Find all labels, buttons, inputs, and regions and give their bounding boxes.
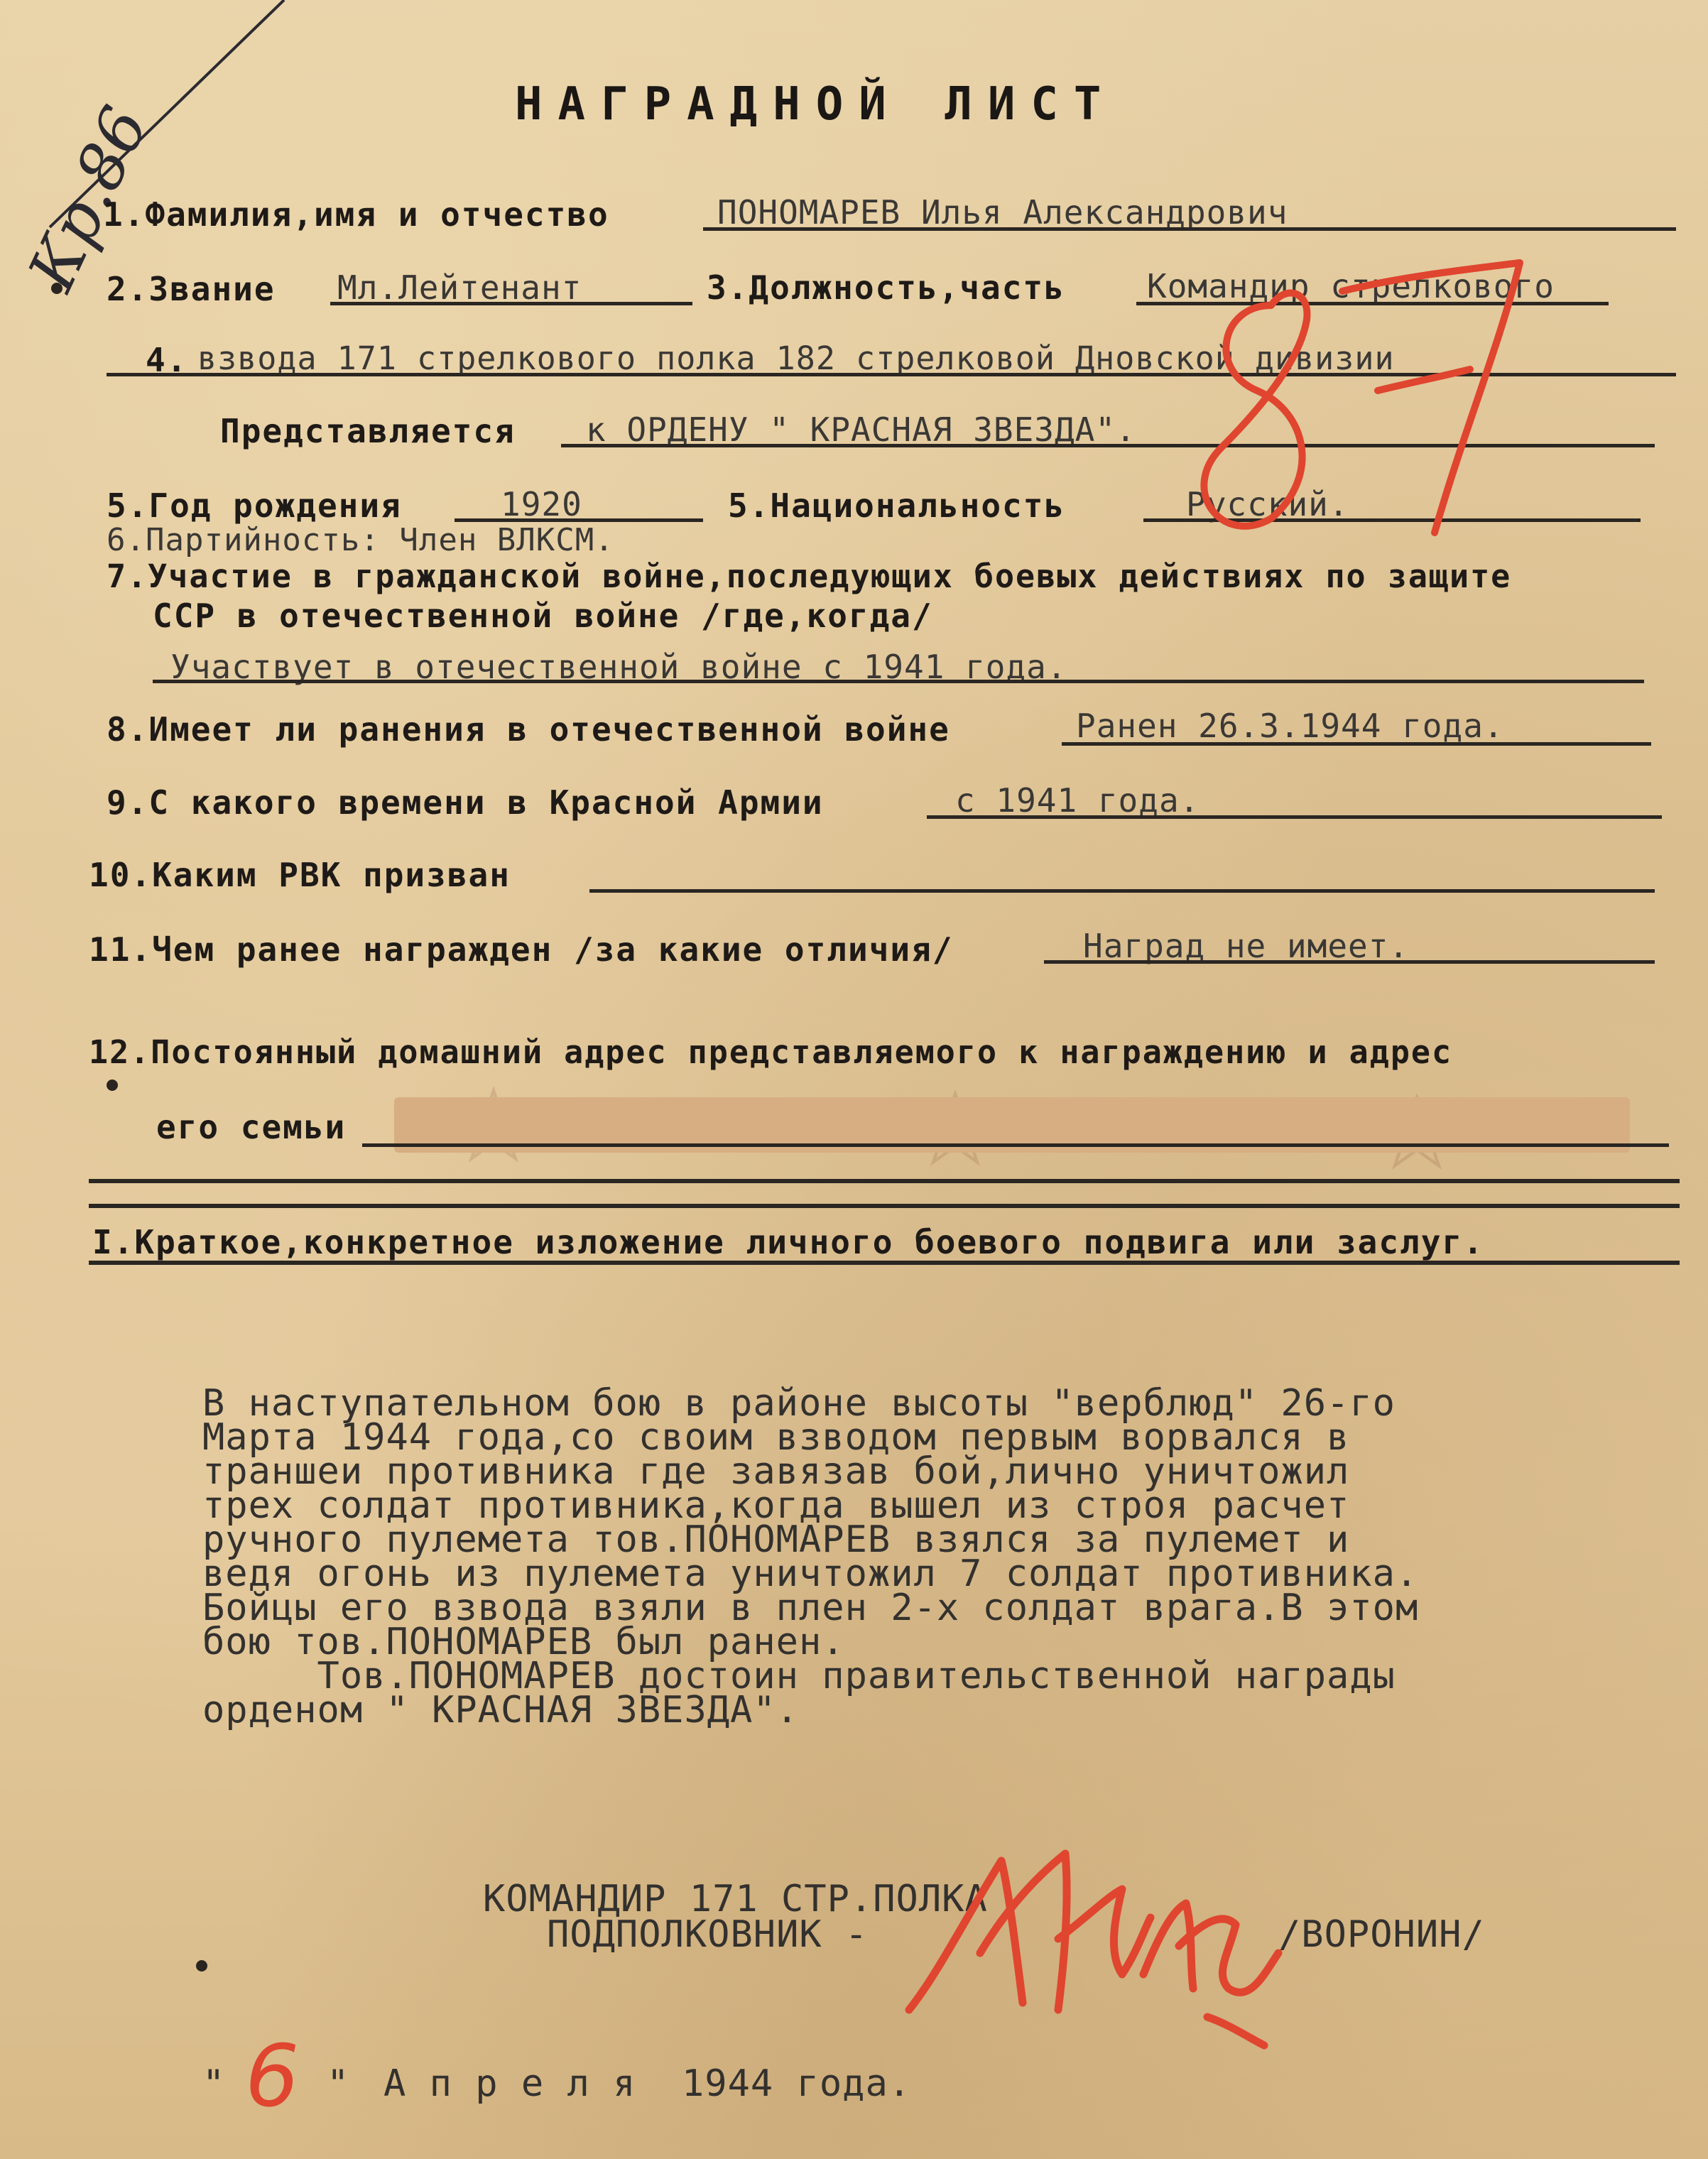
field-11-value: Наград не имеет.	[1083, 927, 1410, 965]
field-12-label-line2: его семьи	[156, 1108, 347, 1146]
citation-line-1: В наступательном бою в районе высоты "верблюд" 26-го	[202, 1382, 1396, 1425]
field-8-label: 8.Имеет ли ранения в отечественной войне	[107, 710, 950, 749]
citation-line-2: Марта 1944 года,со своим взводом первым ворвался в	[202, 1416, 1350, 1459]
field-1-label: 1.Фамилия,имя и отчество	[103, 195, 609, 234]
section-heading-underline	[89, 1261, 1680, 1265]
field-11-underline	[1044, 960, 1655, 964]
document-title: НАГРАДНОЙ ЛИСТ	[515, 78, 1117, 131]
citation-line-8: бою тов.ПОНОМАРЕВ был ранен.	[202, 1621, 845, 1663]
date-open-quote: "	[202, 2062, 226, 2105]
citation-line-6: ведя огонь из пулемета уничтожил 7 солдат противника.	[202, 1552, 1419, 1595]
date-rest: А п р е л я 1944 года.	[384, 2062, 912, 2105]
field-8-underline	[1062, 742, 1651, 746]
signer-rank: ПОДПОЛКОВНИК -	[547, 1913, 869, 1956]
margin-note: Кр.86	[14, 95, 163, 302]
field-3-label: 3.Должность,часть	[707, 268, 1065, 307]
field-10-underline	[589, 889, 1655, 893]
field-5-value: 1920	[501, 485, 582, 523]
field-7-label-line1: 7.Участие в гражданской войне,последующих боевых действиях по защите	[107, 558, 1512, 595]
field-7-underline	[153, 680, 1644, 683]
punch-hole	[107, 1080, 118, 1091]
field-1-underline	[703, 227, 1676, 231]
citation-line-5: ручного пулемета тов.ПОНОМАРЕВ взялся за пулемет и	[202, 1518, 1350, 1561]
signer-name: /ВОРОНИН/	[1278, 1913, 1485, 1956]
field-1-value: ПОНОМАРЕВ Илья Александрович	[717, 193, 1288, 232]
field-9-value: с 1941 года.	[955, 781, 1200, 820]
field-5-label: 5.Год рождения	[107, 486, 402, 525]
field-6-value: Русский.	[1186, 485, 1349, 523]
field-4-value: взвода 171 стрелкового полка 182 стрелковой Дновской дивизии	[197, 339, 1395, 377]
field-12-underline	[362, 1143, 1669, 1147]
citation-line-10: орденом " КРАСНАЯ ЗВЕЗДА".	[202, 1689, 799, 1731]
citation-line-3: траншеи противника где завязав бой,лично уничтожил	[202, 1450, 1350, 1493]
signer-title: КОМАНДИР 171 СТР.ПОЛКА	[483, 1878, 988, 1920]
citation-line-4: трех солдат противника,когда вышел из строя расчет	[202, 1484, 1350, 1527]
presented-value: к ОРДЕНУ " КРАСНАЯ ЗВЕЗДА".	[586, 410, 1136, 449]
field-8-value: Ранен 26.3.1944 года.	[1076, 707, 1504, 745]
field-9-label: 9.С какого времени в Красной Армии	[107, 783, 824, 822]
separator-line-2	[89, 1204, 1680, 1208]
field-2-underline	[330, 302, 692, 305]
field-7-label-line2: ССР в отечественной войне /где,когда/	[153, 597, 933, 635]
field-10-label: 10.Каким РВК призван	[89, 856, 511, 894]
separator-line-1	[89, 1179, 1680, 1183]
section-heading: I.Краткое,конкретное изложение личного боевого подвига или заслуг.	[92, 1223, 1484, 1261]
field-6-label: 5.Национальность	[728, 486, 1066, 525]
citation-line-7: Бойцы его взвода взяли в плен 2-х солдат врага.В этом	[202, 1587, 1419, 1629]
field-3-value: Командир стрелкового	[1147, 267, 1555, 305]
presented-label: Представляется	[220, 412, 516, 450]
red-pencil-mark	[1165, 249, 1562, 561]
citation-line-9: Тов.ПОНОМАРЕВ достоин правительственной награды	[202, 1655, 1396, 1697]
field-7-value: Участвует в отечественной войне с 1941 года.	[170, 648, 1067, 686]
field-2-value: Мл.Лейтенант	[337, 268, 582, 307]
punch-hole	[196, 1960, 207, 1972]
field-11-label: 11.Чем ранее награжден /за какие отличия/	[89, 930, 954, 969]
field-12-label-line1: 12.Постоянный домашний адрес представляемого к награждению и адрес	[89, 1033, 1453, 1071]
party-line: 6.Партийность: Член ВЛКСМ.	[107, 522, 614, 558]
field-9-underline	[927, 815, 1662, 819]
field-2-label: 2.Звание	[107, 270, 276, 308]
date-day: 6	[245, 2028, 300, 2126]
date-close-quote: "	[327, 2062, 350, 2105]
red-signature	[895, 1832, 1293, 2060]
field-4-label: 4.	[146, 341, 188, 379]
